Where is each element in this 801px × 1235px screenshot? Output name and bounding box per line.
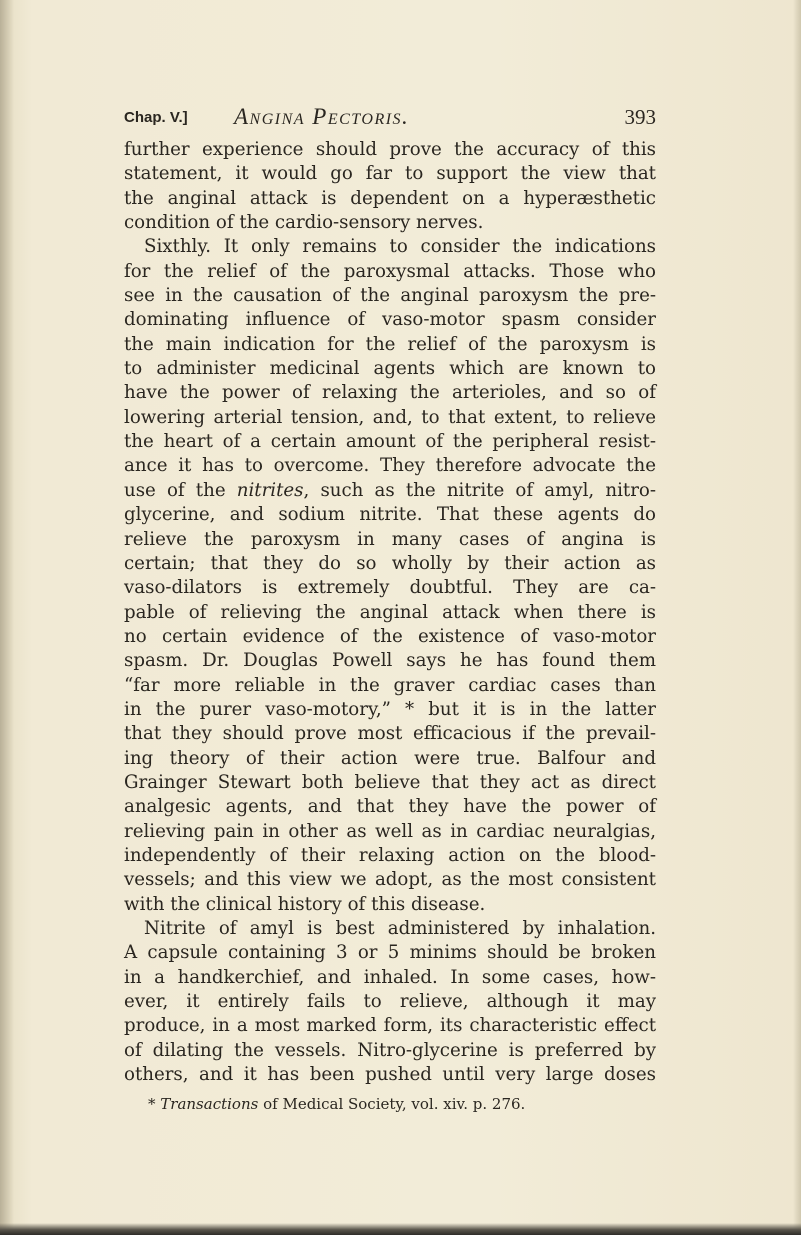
- footnote: [148, 1095, 618, 1113]
- text-line: others, and it has been pushed until very large doses: [124, 1064, 656, 1086]
- text-line: in the purer vaso-motory,” * but it is in the latter: [124, 698, 656, 720]
- text-line: pable of relieving the anginal attack when there is: [124, 601, 656, 623]
- running-title: Angina Pectoris.: [234, 104, 410, 129]
- text-line: Sixthly. It only remains to consider the indications: [144, 236, 656, 258]
- text-line: independently of their relaxing action on the blood-: [124, 844, 656, 866]
- text-line: glycerine, and sodium nitrite. That these agents do: [124, 504, 656, 526]
- text-line: spasm. Dr. Douglas Powell says he has found them: [124, 650, 656, 672]
- text-line: ance it has to overcome. They therefore advocate the: [124, 455, 656, 477]
- running-head: [124, 104, 656, 130]
- text-line: for the relief of the paroxysmal attacks. Those who: [124, 260, 656, 282]
- text-line: ever, it entirely fails to relieve, although it may: [124, 991, 656, 1013]
- text-line: vessels; and this view we adopt, as the most consistent: [124, 869, 656, 891]
- text-line: “far more reliable in the graver cardiac cases than: [124, 674, 656, 696]
- page-number: 393: [624, 105, 656, 129]
- text-line: to administer medicinal agents which are known to: [124, 358, 656, 380]
- text-line: statement, it would go far to support the view that: [124, 163, 656, 185]
- text-line: the anginal attack is dependent on a hyperæsthetic: [124, 187, 656, 209]
- footnote-citation: of Medical Society, vol. xiv. p. 276.: [263, 1095, 526, 1113]
- page-bottom-edge: [0, 1223, 801, 1235]
- text-line: condition of the cardio-sensory nerves.: [124, 212, 484, 234]
- text-line: the heart of a certain amount of the peripheral resist-: [124, 431, 656, 453]
- text-line: analgesic agents, and that they have the power of: [124, 796, 656, 818]
- chapter-label: Chap. V.]: [124, 109, 188, 126]
- footnote-journal: Transactions: [160, 1095, 259, 1113]
- text-line: of dilating the vessels. Nitro-glycerine is preferred by: [124, 1039, 656, 1061]
- text-line: vaso-dilators is extremely doubtful. They are ca-: [124, 577, 656, 599]
- text-line: Grainger Stewart both believe that they act as direct: [124, 771, 656, 793]
- page-gutter-shadow: [0, 0, 14, 1235]
- page-right-edge: [793, 0, 801, 1235]
- text-line: certain; that they do so wholly by their action as: [124, 552, 656, 574]
- footnote-marker: *: [148, 1095, 156, 1113]
- text-line: that they should prove most efficacious if the prevail-: [124, 723, 656, 745]
- text-line: the main indication for the relief of the paroxysm is: [124, 333, 656, 355]
- text-line: A capsule containing 3 or 5 minims should be broken: [124, 942, 656, 964]
- text-line: no certain evidence of the existence of vaso-motor: [124, 625, 656, 647]
- text-line: produce, in a most marked form, its characteristic effect: [124, 1015, 656, 1037]
- text-line: relieve the paroxysm in many cases of angina is: [124, 528, 656, 550]
- text-line: see in the causation of the anginal paroxysm the pre-: [124, 285, 656, 307]
- text-line: use of the nitrites, such as the nitrite of amyl, nitro-: [124, 479, 656, 501]
- text-line: lowering arterial tension, and, to that extent, to relieve: [124, 406, 656, 428]
- text-line: dominating influence of vaso-motor spasm consider: [124, 309, 656, 331]
- text-line: have the power of relaxing the arterioles, and so of: [124, 382, 656, 404]
- text-line: further experience should prove the accuracy of this: [124, 139, 656, 160]
- text-line: Nitrite of amyl is best administered by inhalation.: [144, 918, 656, 939]
- text-line: relieving pain in other as well as in cardiac neuralgias,: [124, 820, 656, 842]
- body-text: [124, 138, 656, 1087]
- text-line: ing theory of their action were true. Balfour and: [124, 747, 656, 769]
- text-line: in a handkerchief, and inhaled. In some cases, how-: [124, 966, 656, 988]
- text-line: with the clinical history of this disease.: [124, 893, 486, 915]
